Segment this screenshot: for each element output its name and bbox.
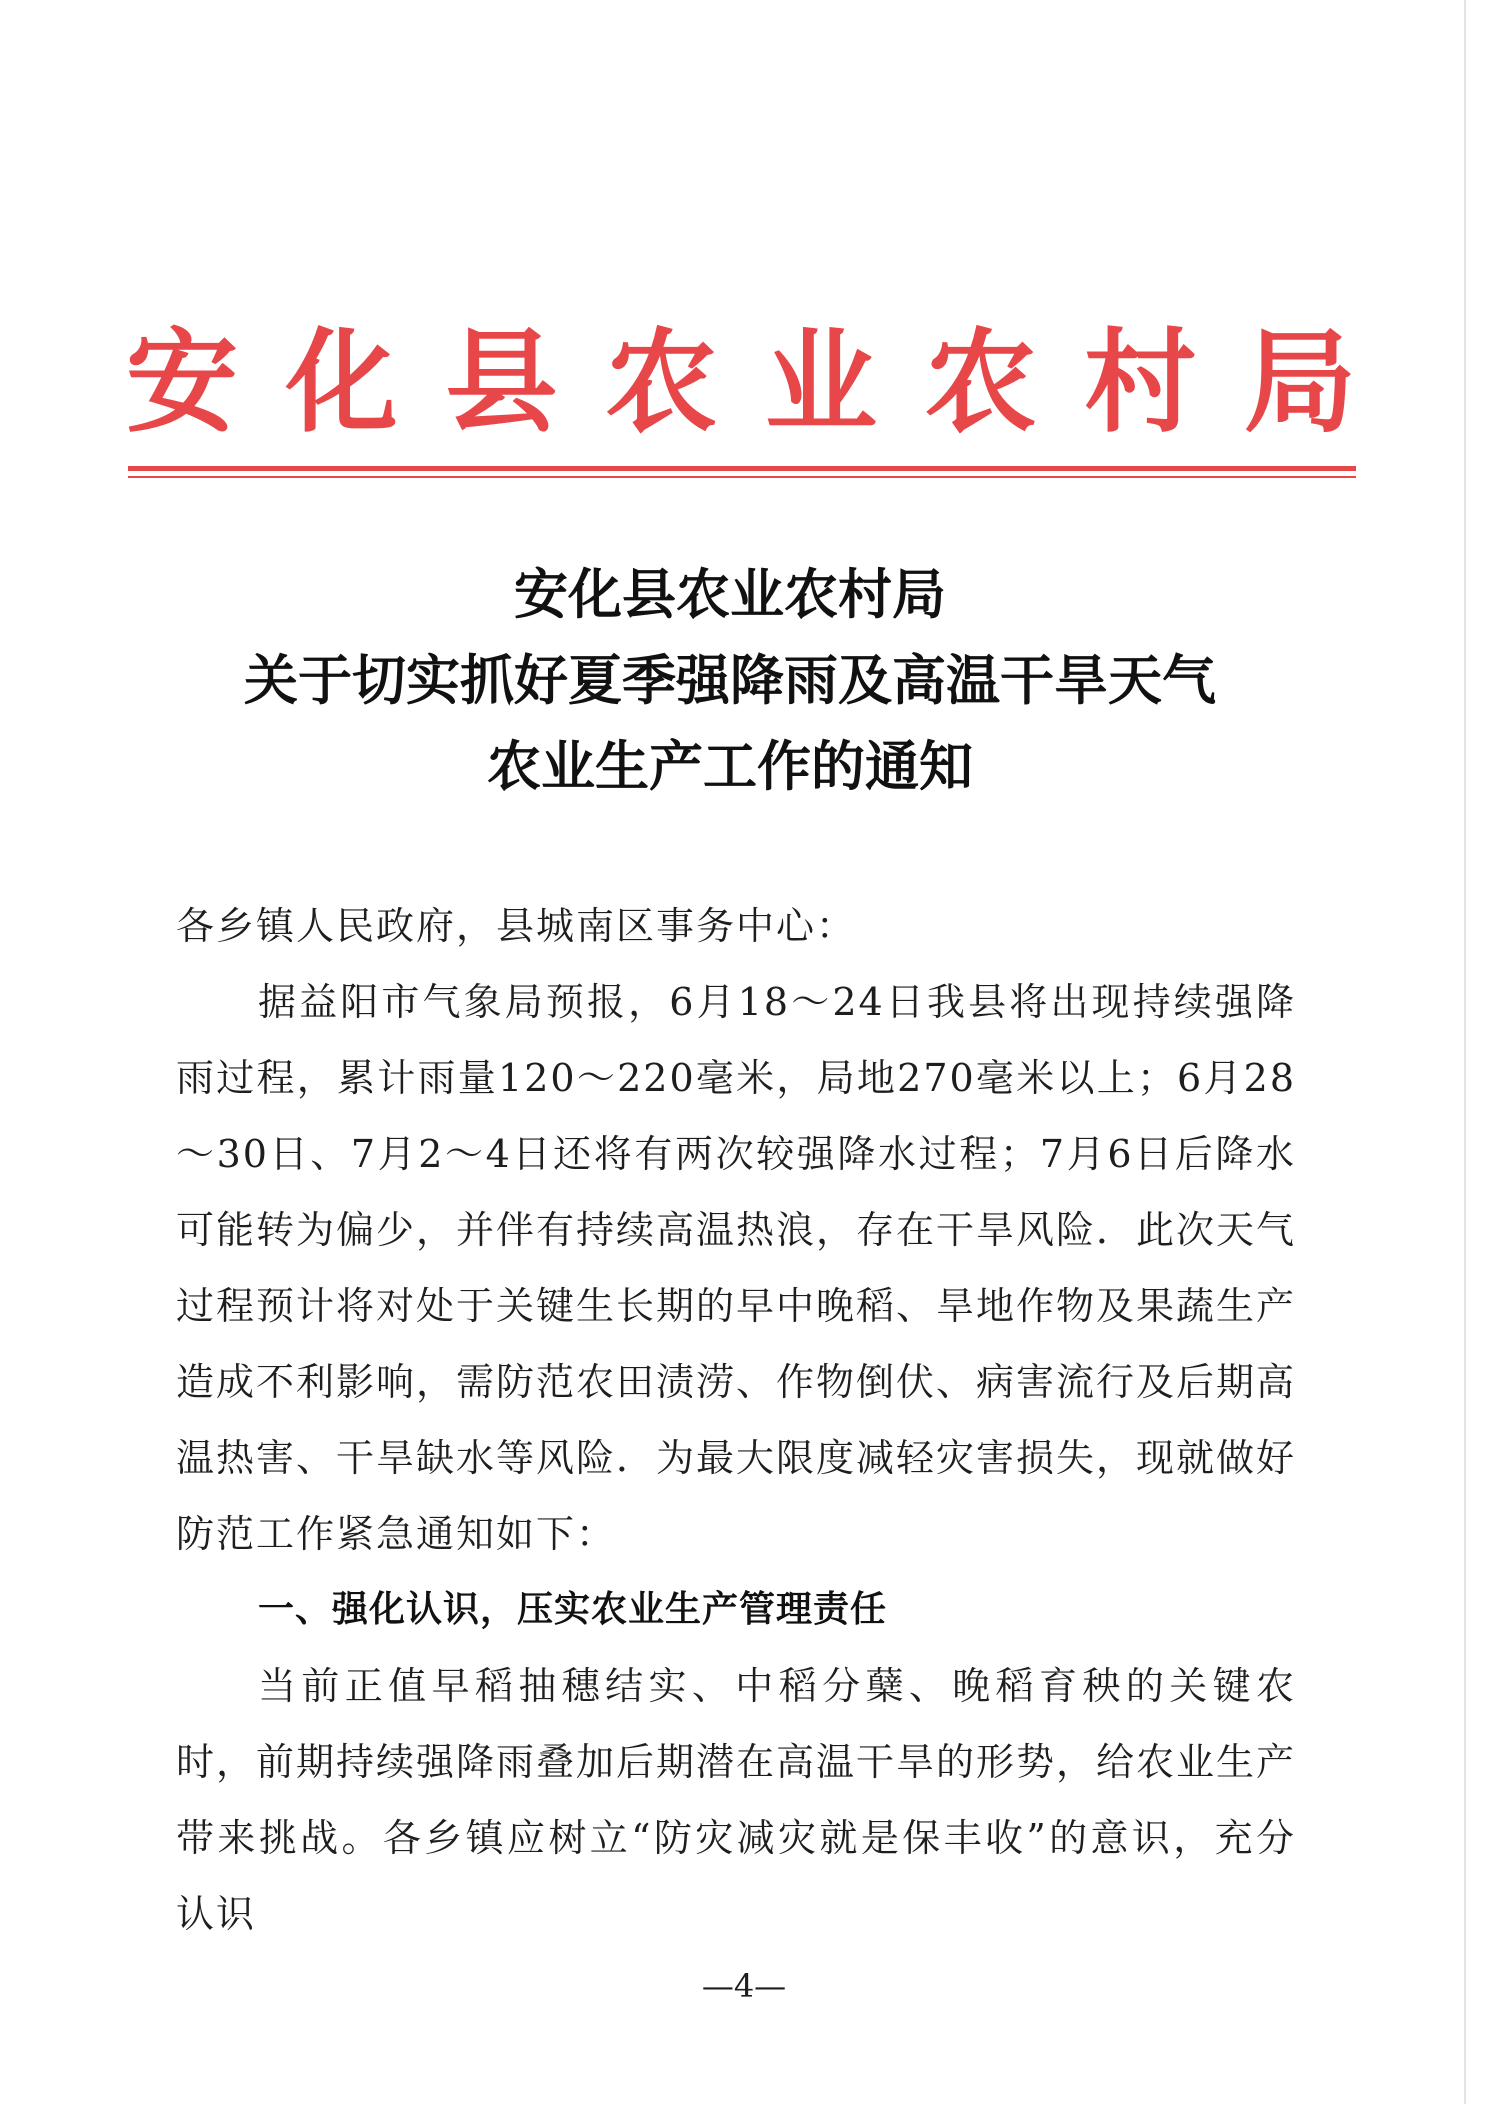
document-body <box>176 888 1296 1952</box>
letterhead-char: 农 <box>924 318 1037 448</box>
letterhead <box>126 318 1356 448</box>
scan-edge-line <box>1464 0 1466 2104</box>
letterhead-char: 村 <box>1084 318 1197 448</box>
title-line-2: 关于切实抓好夏季强降雨及高温干旱天气 <box>244 649 1216 712</box>
body-paragraph-2: 当前正值早稻抽穗结实、中稻分蘖、晚稻育秧的关键农时，前期持续强降雨叠加后期潜在高温干旱的形势，给农业生产带来挑战。各乡镇应树立“防灾减灾就是保丰收”的意识，充分认识 <box>176 1664 1297 1936</box>
body-paragraph-1: 据益阳市气象局预报，6月18～24日我县将出现持续强降雨过程，累计雨量120～220毫米，局地270毫米以上；6月28～30日、7月2～4日还将有两次较强降水过程；7月6日后降水可能转为偏少，并伴有持续高温热浪，存在干旱风险．此次天气过程预计将对处于关键生长期的早中晚稻、旱地作物及果蔬生产造成不利影响，需防范农田渍涝、作物倒伏、病害流行及后期高温热害、干旱缺水等风险．为最大限度减轻灾害损失，现就做好防范工作紧急通知如下： <box>176 980 1297 1556</box>
page-number: —4— <box>701 1967 787 2005</box>
letterhead-char: 化 <box>285 318 398 448</box>
letterhead-char: 安 <box>126 318 238 448</box>
letterhead-char: 农 <box>605 318 718 448</box>
document-title <box>100 552 1360 810</box>
salutation: 各乡镇人民政府，县城南区事务中心： <box>176 904 857 948</box>
title-line-1: 安化县农业农村局 <box>514 563 946 626</box>
letterhead-rule-thick <box>128 466 1356 471</box>
letterhead-char: 业 <box>764 318 877 448</box>
title-line-3: 农业生产工作的通知 <box>487 735 973 798</box>
section-heading-1: 一、强化认识，压实农业生产管理责任 <box>258 1589 888 1630</box>
letterhead-char: 县 <box>445 318 558 448</box>
letterhead-rule-thin <box>128 476 1356 478</box>
letterhead-char: 局 <box>1243 318 1356 448</box>
